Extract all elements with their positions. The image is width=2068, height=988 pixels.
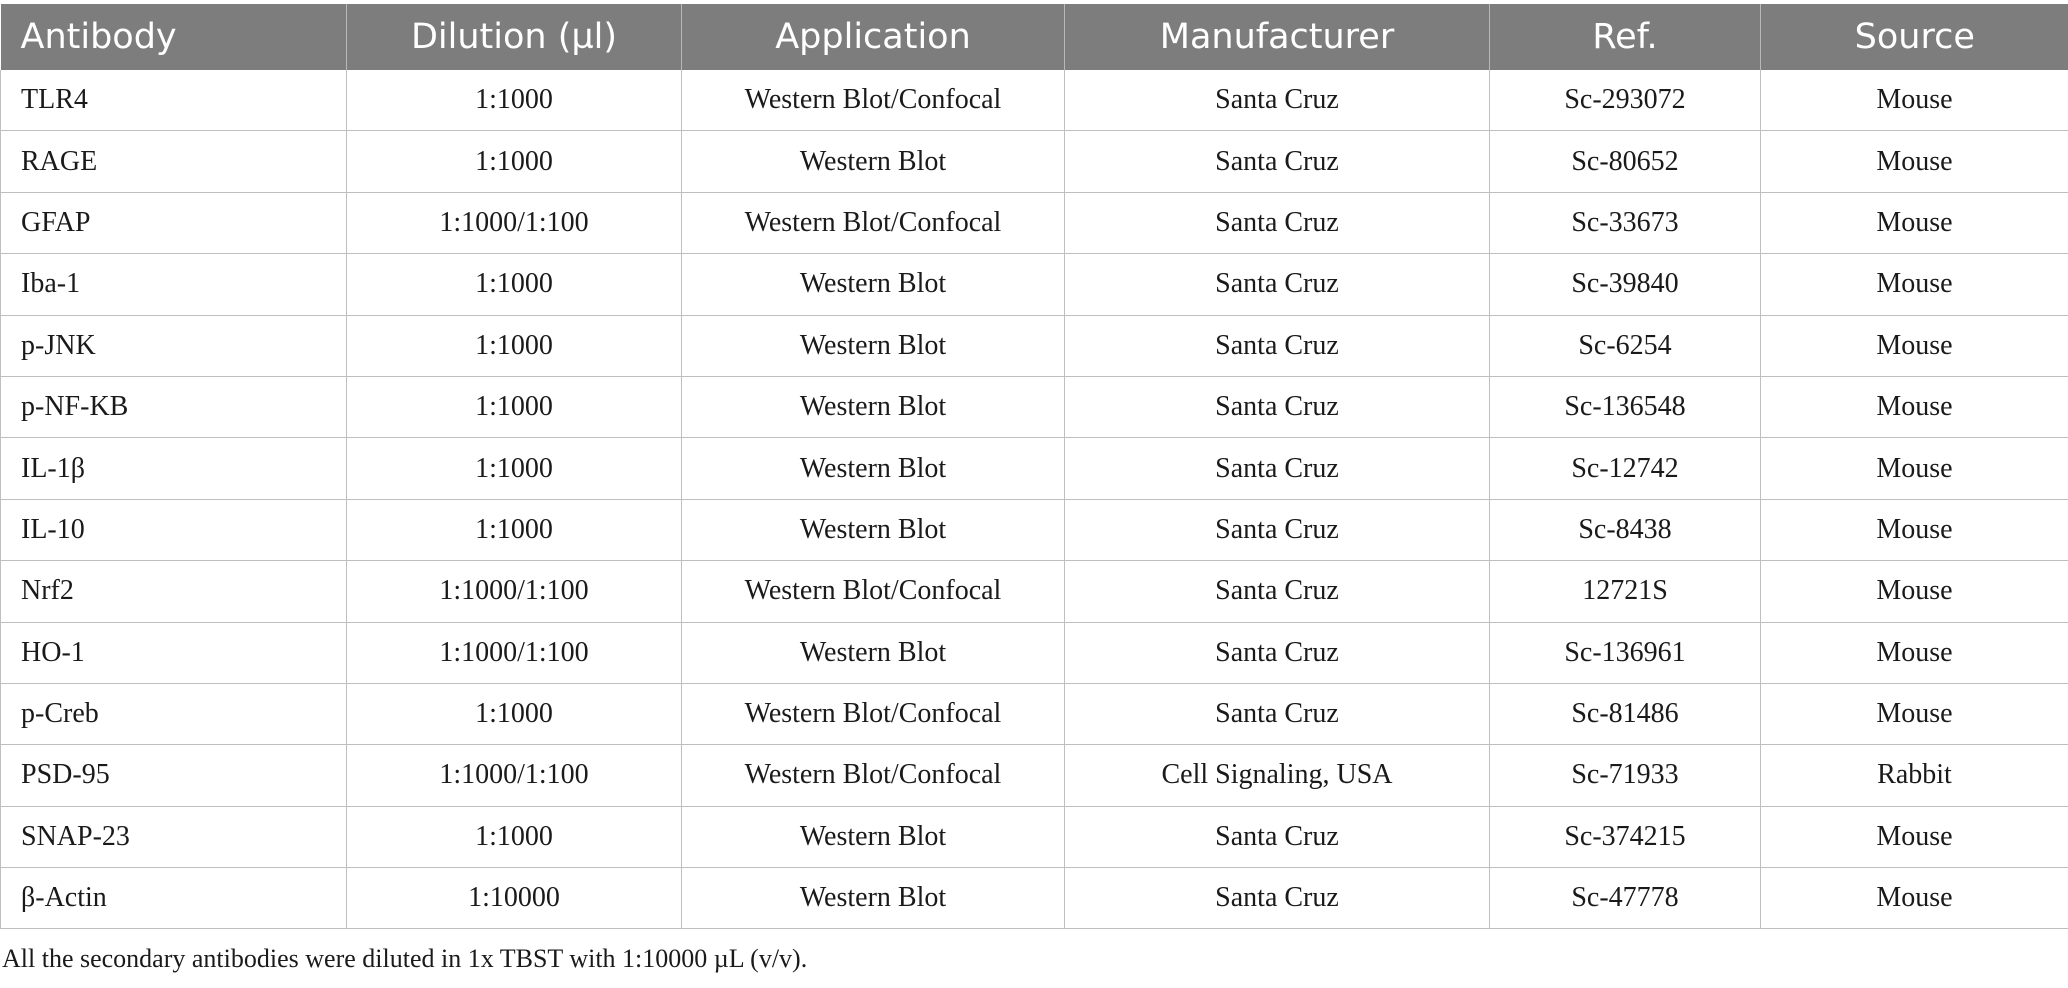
- cell-antibody: GFAP: [1, 192, 347, 253]
- cell-dilution: 1:1000: [347, 438, 682, 499]
- cell-manufacturer: Santa Cruz: [1065, 70, 1490, 131]
- cell-application: Western Blot/Confocal: [682, 561, 1065, 622]
- cell-application: Western Blot: [682, 438, 1065, 499]
- header-dilution: Dilution (µl): [347, 4, 682, 70]
- cell-application: Western Blot/Confocal: [682, 192, 1065, 253]
- cell-source: Mouse: [1761, 499, 2068, 560]
- cell-source: Mouse: [1761, 868, 2068, 929]
- table-footnote: All the secondary antibodies were diluted in 1x TBST with 1:10000 µL (v/v).: [2, 944, 808, 973]
- cell-dilution: 1:1000/1:100: [347, 561, 682, 622]
- table-row: [1, 561, 2068, 622]
- cell-antibody: IL-1β: [1, 438, 347, 499]
- header-antibody: Antibody: [1, 4, 347, 70]
- cell-manufacturer: Santa Cruz: [1065, 561, 1490, 622]
- cell-manufacturer: Cell Signaling, USA: [1065, 745, 1490, 806]
- cell-ref: Sc-47778: [1490, 868, 1761, 929]
- cell-source: Rabbit: [1761, 745, 2068, 806]
- cell-application: Western Blot/Confocal: [682, 745, 1065, 806]
- cell-manufacturer: Santa Cruz: [1065, 806, 1490, 867]
- cell-antibody: PSD-95: [1, 745, 347, 806]
- cell-manufacturer: Santa Cruz: [1065, 683, 1490, 744]
- cell-application: Western Blot/Confocal: [682, 683, 1065, 744]
- cell-source: Mouse: [1761, 561, 2068, 622]
- cell-application: Western Blot: [682, 868, 1065, 929]
- cell-ref: Sc-136548: [1490, 376, 1761, 437]
- cell-application: Western Blot: [682, 254, 1065, 315]
- header-manufacturer: Manufacturer: [1065, 4, 1490, 70]
- cell-ref: Sc-12742: [1490, 438, 1761, 499]
- cell-application: Western Blot: [682, 806, 1065, 867]
- cell-source: Mouse: [1761, 806, 2068, 867]
- cell-ref: Sc-136961: [1490, 622, 1761, 683]
- cell-application: Western Blot: [682, 315, 1065, 376]
- cell-manufacturer: Santa Cruz: [1065, 499, 1490, 560]
- table-row: [1, 683, 2068, 744]
- cell-dilution: 1:1000: [347, 683, 682, 744]
- cell-source: Mouse: [1761, 192, 2068, 253]
- cell-application: Western Blot: [682, 131, 1065, 192]
- cell-source: Mouse: [1761, 438, 2068, 499]
- cell-antibody: HO-1: [1, 622, 347, 683]
- cell-antibody: RAGE: [1, 131, 347, 192]
- cell-source: Mouse: [1761, 254, 2068, 315]
- cell-antibody: TLR4: [1, 70, 347, 131]
- cell-source: Mouse: [1761, 70, 2068, 131]
- cell-antibody: β-Actin: [1, 868, 347, 929]
- cell-manufacturer: Santa Cruz: [1065, 254, 1490, 315]
- table-row: [1, 315, 2068, 376]
- cell-dilution: 1:1000: [347, 315, 682, 376]
- cell-antibody: p-Creb: [1, 683, 347, 744]
- cell-source: Mouse: [1761, 683, 2068, 744]
- cell-dilution: 1:1000/1:100: [347, 745, 682, 806]
- antibody-table-container: [0, 4, 2068, 929]
- cell-dilution: 1:10000: [347, 868, 682, 929]
- cell-dilution: 1:1000/1:100: [347, 622, 682, 683]
- header-source: Source: [1761, 4, 2068, 70]
- cell-application: Western Blot: [682, 376, 1065, 437]
- table-row: [1, 499, 2068, 560]
- cell-source: Mouse: [1761, 376, 2068, 437]
- cell-dilution: 1:1000: [347, 806, 682, 867]
- cell-application: Western Blot/Confocal: [682, 70, 1065, 131]
- cell-source: Mouse: [1761, 315, 2068, 376]
- cell-source: Mouse: [1761, 622, 2068, 683]
- cell-manufacturer: Santa Cruz: [1065, 438, 1490, 499]
- cell-ref: Sc-80652: [1490, 131, 1761, 192]
- cell-ref: 12721S: [1490, 561, 1761, 622]
- cell-dilution: 1:1000/1:100: [347, 192, 682, 253]
- cell-ref: Sc-71933: [1490, 745, 1761, 806]
- cell-dilution: 1:1000: [347, 70, 682, 131]
- cell-ref: Sc-39840: [1490, 254, 1761, 315]
- cell-antibody: p-NF-KB: [1, 376, 347, 437]
- cell-antibody: Iba-1: [1, 254, 347, 315]
- cell-manufacturer: Santa Cruz: [1065, 868, 1490, 929]
- cell-application: Western Blot: [682, 622, 1065, 683]
- table-row: [1, 868, 2068, 929]
- antibody-table: [0, 4, 2068, 929]
- cell-ref: Sc-33673: [1490, 192, 1761, 253]
- cell-dilution: 1:1000: [347, 131, 682, 192]
- cell-antibody: IL-10: [1, 499, 347, 560]
- table-row: [1, 622, 2068, 683]
- cell-manufacturer: Santa Cruz: [1065, 131, 1490, 192]
- header-ref: Ref.: [1490, 4, 1761, 70]
- cell-dilution: 1:1000: [347, 254, 682, 315]
- table-row: [1, 745, 2068, 806]
- table-row: [1, 131, 2068, 192]
- cell-ref: Sc-81486: [1490, 683, 1761, 744]
- cell-dilution: 1:1000: [347, 376, 682, 437]
- cell-manufacturer: Santa Cruz: [1065, 622, 1490, 683]
- table-row: [1, 192, 2068, 253]
- table-row: [1, 254, 2068, 315]
- cell-antibody: Nrf2: [1, 561, 347, 622]
- cell-ref: Sc-374215: [1490, 806, 1761, 867]
- cell-antibody: SNAP-23: [1, 806, 347, 867]
- table-row: [1, 70, 2068, 131]
- cell-manufacturer: Santa Cruz: [1065, 376, 1490, 437]
- header-application: Application: [682, 4, 1065, 70]
- cell-ref: Sc-293072: [1490, 70, 1761, 131]
- cell-manufacturer: Santa Cruz: [1065, 192, 1490, 253]
- cell-antibody: p-JNK: [1, 315, 347, 376]
- cell-dilution: 1:1000: [347, 499, 682, 560]
- table-body: [1, 70, 2068, 929]
- cell-source: Mouse: [1761, 131, 2068, 192]
- table-row: [1, 376, 2068, 437]
- table-row: [1, 438, 2068, 499]
- table-row: [1, 806, 2068, 867]
- cell-ref: Sc-8438: [1490, 499, 1761, 560]
- header-row: [1, 4, 2068, 70]
- table-header: [1, 4, 2068, 70]
- cell-application: Western Blot: [682, 499, 1065, 560]
- cell-ref: Sc-6254: [1490, 315, 1761, 376]
- cell-manufacturer: Santa Cruz: [1065, 315, 1490, 376]
